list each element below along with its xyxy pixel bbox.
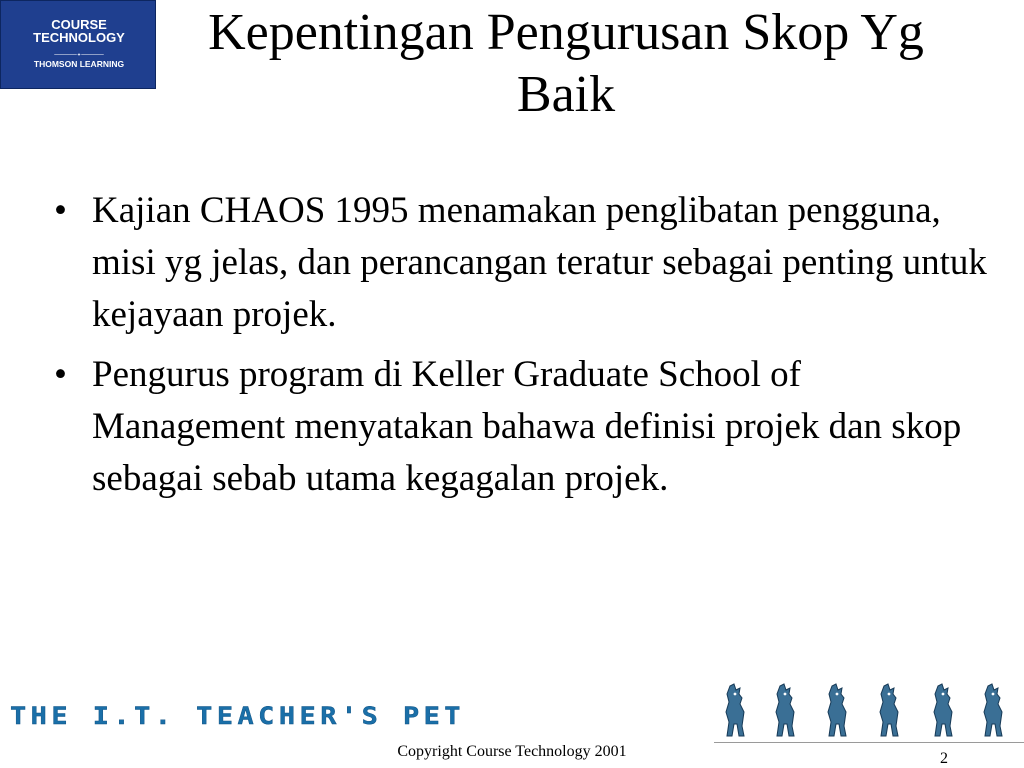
bullet-item — [52, 349, 992, 505]
slide-title: Kepentingan Pengurusan Skop Yg Baik — [208, 4, 924, 123]
footer-divider — [714, 742, 1024, 743]
dog-icon — [828, 684, 846, 736]
banner-text: THE I.T. TEACHER'S PET — [10, 703, 465, 729]
dog-icon — [776, 684, 794, 736]
bullet-marker: • — [54, 190, 67, 231]
logo-line-course: COURSE — [51, 17, 107, 32]
dog-mascots-graphic — [718, 682, 1018, 738]
copyright-text: Copyright Course Technology 2001 — [397, 743, 627, 760]
dog-icon — [880, 684, 898, 736]
page-number: 2 — [940, 750, 948, 767]
bullet-item — [52, 185, 992, 341]
bullet-list — [52, 185, 992, 513]
teachers-pet-banner — [10, 703, 470, 729]
dog-icon — [934, 684, 952, 736]
bullet-text: Pengurus program di Keller Graduate School of Management menyatakan bahawa definisi projek dan skop sebagai sebab utama kegagalan projek. — [92, 354, 962, 499]
dog-icon — [726, 684, 744, 736]
bullet-text: Kajian CHAOS 1995 menamakan penglibatan pengguna, misi yg jelas, dan perancangan teratur sebagai penting untuk kejayaan projek. — [92, 190, 987, 335]
course-technology-logo — [0, 0, 156, 89]
bullet-marker: • — [54, 354, 67, 395]
logo-line-technology: TECHNOLOGY — [33, 30, 125, 45]
logo-line-thomson: THOMSON LEARNING — [33, 59, 125, 69]
logo-divider-star-icon — [13, 53, 145, 56]
dog-icon — [984, 684, 1002, 736]
